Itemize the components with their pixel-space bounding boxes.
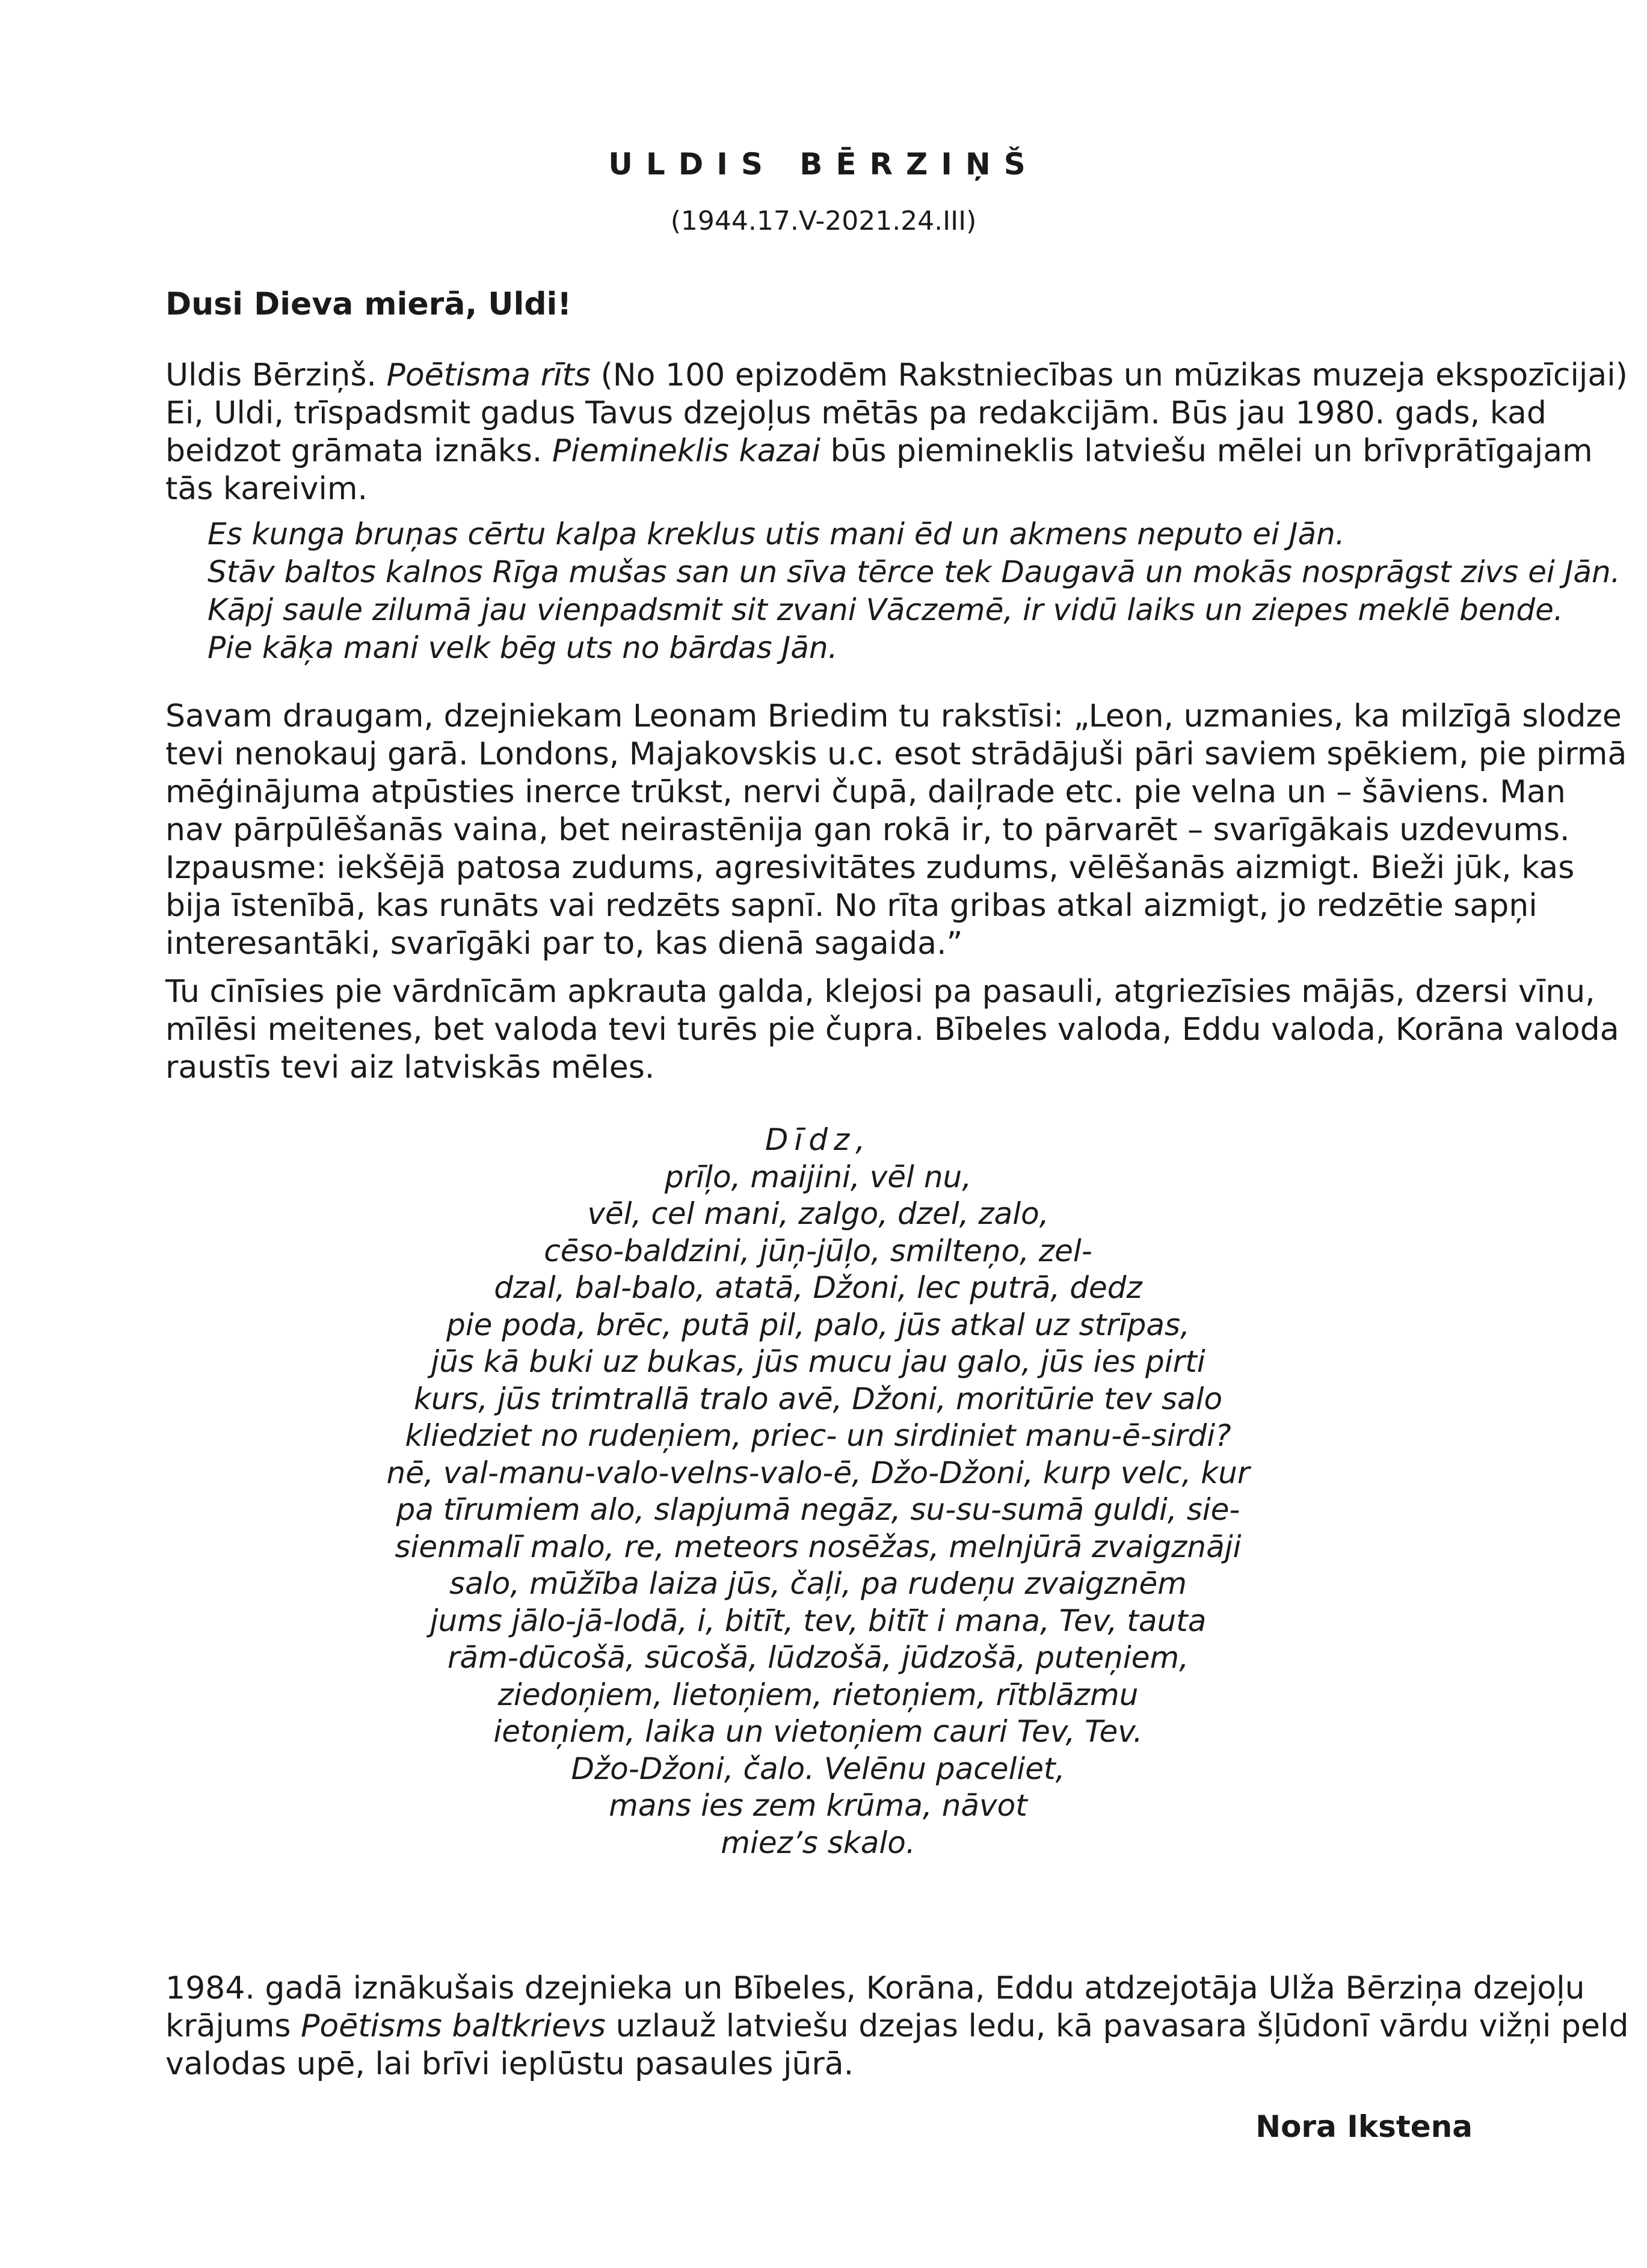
paragraph-line: Tu cīnīsies pie vārdnīcām apkrauta galda, klejosi pa pasauli, atgriezīsies mājās, dzersi vīnu, (165, 974, 1595, 1010)
intro-line: tās kareivim. (165, 471, 368, 507)
book-title-piemineklis-kazai: Piemineklis kazai (552, 433, 820, 469)
shaped-poem (361, 1122, 1275, 1861)
book-title-poetisma-rits: Poētisma rīts (386, 357, 591, 393)
poem-line: vēl, cel mani, zalgo, dzel, zalo, (587, 1196, 1049, 1231)
verse-line: Kāpj saule zilumā jau vienpadsmit sit zvani Vāczemē, ir vidū laiks un ziepes meklē bende. (208, 592, 1563, 627)
book-title-poetisms-baltkrievs: Poētisms baltkrievs (301, 2008, 606, 2044)
poem-line: nē, val-manu-valo-velns-valo-ē, Džo-Džoni, kurp velc, kur (386, 1455, 1250, 1490)
verse-line: Es kunga bruņas cērtu kalpa kreklus utis mani ēd un akmens neputo ei Jān. (208, 517, 1345, 552)
intro-paragraph (165, 357, 1628, 508)
intro-line (165, 357, 1628, 395)
intro-line: Ei, Uldi, trīspadsmit gadus Tavus dzejoļus mētās pa redakcijām. Būs jau 1980. gads, kad (165, 395, 1547, 431)
poem-line: kliedziet no rudeņiem, priec- un sirdiniet manu-ē-sirdi? (405, 1418, 1231, 1453)
intro-author: Uldis Bērziņš. (165, 357, 387, 393)
poem-line: dzal, bal-balo, atatā, Džoni, lec putrā, dedz (494, 1270, 1142, 1305)
poem-line: mans ies zem krūma, nāvot (609, 1788, 1027, 1823)
poem-line: salo, mūžība laiza jūs, čaļi, pa rudeņu zvaigznēm (449, 1566, 1187, 1601)
poem-line: pa tīrumiem alo, slapjumā negāz, su-su-sumā guldi, sie- (396, 1492, 1240, 1527)
poem-line: Džo-Džoni, čalo. Velēnu paceliet, (571, 1751, 1065, 1786)
verse-line: Stāv baltos kalnos Rīga mušas san un sīva tērce tek Daugavā un mokās nosprāgst zivs ei Jān. (208, 555, 1621, 589)
poem-line: miez’s skalo. (721, 1825, 916, 1860)
poem-line: cēso-baldzini, jūņ-jūļo, smilteņo, zel- (544, 1233, 1092, 1268)
page-title: ULDIS BĒRZIŅŠ (608, 147, 1039, 182)
intro-line-start: beidzot grāmata iznāks. (165, 433, 552, 469)
intro-line-rest: (No 100 epizodēm Rakstniecības un mūzikas muzeja ekspozīcijai) (590, 357, 1628, 393)
closing-line: valodas upē, lai brīvi ieplūstu pasaules jūrā. (165, 2046, 854, 2082)
poem-line: jūs kā buki uz bukas, jūs mucu jau galo, jūs ies pirti (431, 1344, 1205, 1379)
verse-line: Pie kāķa mani velk bēg uts no bārdas Jān. (208, 630, 838, 665)
greeting: Dusi Dieva mierā, Uldi! (165, 286, 572, 322)
poem-line: kurs, jūs trimtrallā tralo avē, Džoni, moritūrie tev salo (413, 1381, 1223, 1416)
letter-line: tevi nenokauj garā. Londons, Majakovskis u.c. esot strādājuši pāri saviem spēkiem, pie pirmā (165, 736, 1627, 772)
poem-line: pie poda, brēc, putā pil, palo, jūs atkal uz strīpas, (446, 1307, 1190, 1342)
closing-line-rest: uzlauž latviešu dzejas ledu, kā pavasara šļūdonī vārdu vižņi peld (605, 2008, 1629, 2044)
letter-line: mēģinājuma atpūsties inerce trūkst, nervi čupā, daiļrade etc. pie velna un – šāviens. Man (165, 774, 1566, 810)
poem-line: rām-dūcošā, sūcošā, lūdzošā, jūdzošā, puteņiem, (447, 1640, 1189, 1675)
poem-line: prīļo, maijini, vēl nu, (664, 1159, 972, 1194)
author-signature: Nora Ikstena (1255, 2109, 1473, 2144)
life-dates: (1944.17.V-2021.24.III) (670, 206, 977, 236)
letter-line: Izpausme: iekšējā patosa zudums, agresivitātes zudums, vēlēšanās aizmigt. Bieži jūk, kas (165, 850, 1575, 886)
closing-line-start: krājums (165, 2008, 301, 2044)
closing-line (165, 2008, 1629, 2045)
poem-line: sienmalī malo, re, meteors nosēžas, melnjūrā zvaigznāji (395, 1529, 1242, 1564)
quoted-verse (208, 515, 1621, 667)
letter-line: interesantāki, svarīgāki par to, kas dienā sagaida.” (165, 926, 963, 962)
poem-line: jums jālo-jā-lodā, i, bitīt, tev, bitīt i mana, Tev, tauta (429, 1603, 1207, 1638)
languages-paragraph (165, 973, 1619, 1087)
poem-line: ietoņiem, laika un vietoņiem cauri Tev, Tev. (493, 1714, 1143, 1749)
letter-quote-paragraph (165, 698, 1627, 963)
paragraph-line: mīlēsi meitenes, bet valoda tevi turēs pie čupra. Bībeles valoda, Eddu valoda, Korāna valoda (165, 1012, 1619, 1048)
closing-line: 1984. gadā iznākušais dzejnieka un Bībeles, Korāna, Eddu atdzejotāja Ulža Bērziņa dzejoļu (165, 1970, 1585, 2006)
paragraph-line: raustīs tevi aiz latviskās mēles. (165, 1049, 655, 1086)
intro-line-rest: būs piemineklis latviešu mēlei un brīvprātīgajam (820, 433, 1593, 469)
poem-line: ziedoņiem, lietoņiem, rietoņiem, rītblāzmu (497, 1677, 1139, 1712)
letter-line: bija īstenībā, kas runāts vai redzēts sapnī. No rīta gribas atkal aizmigt, jo redzētie sapņi (165, 888, 1538, 924)
poem-line: Dīdz, (765, 1122, 872, 1157)
closing-paragraph (165, 1970, 1629, 2083)
letter-line: Savam draugam, dzejniekam Leonam Briedim tu rakstīsi: „Leon, uzmanies, ka milzīgā slodze (165, 698, 1622, 734)
letter-line: nav pārpūlēšanās vaina, bet neirastēnija gan rokā ir, to pārvarēt – svarīgākais uzdevums. (165, 812, 1570, 848)
intro-line (165, 432, 1593, 470)
